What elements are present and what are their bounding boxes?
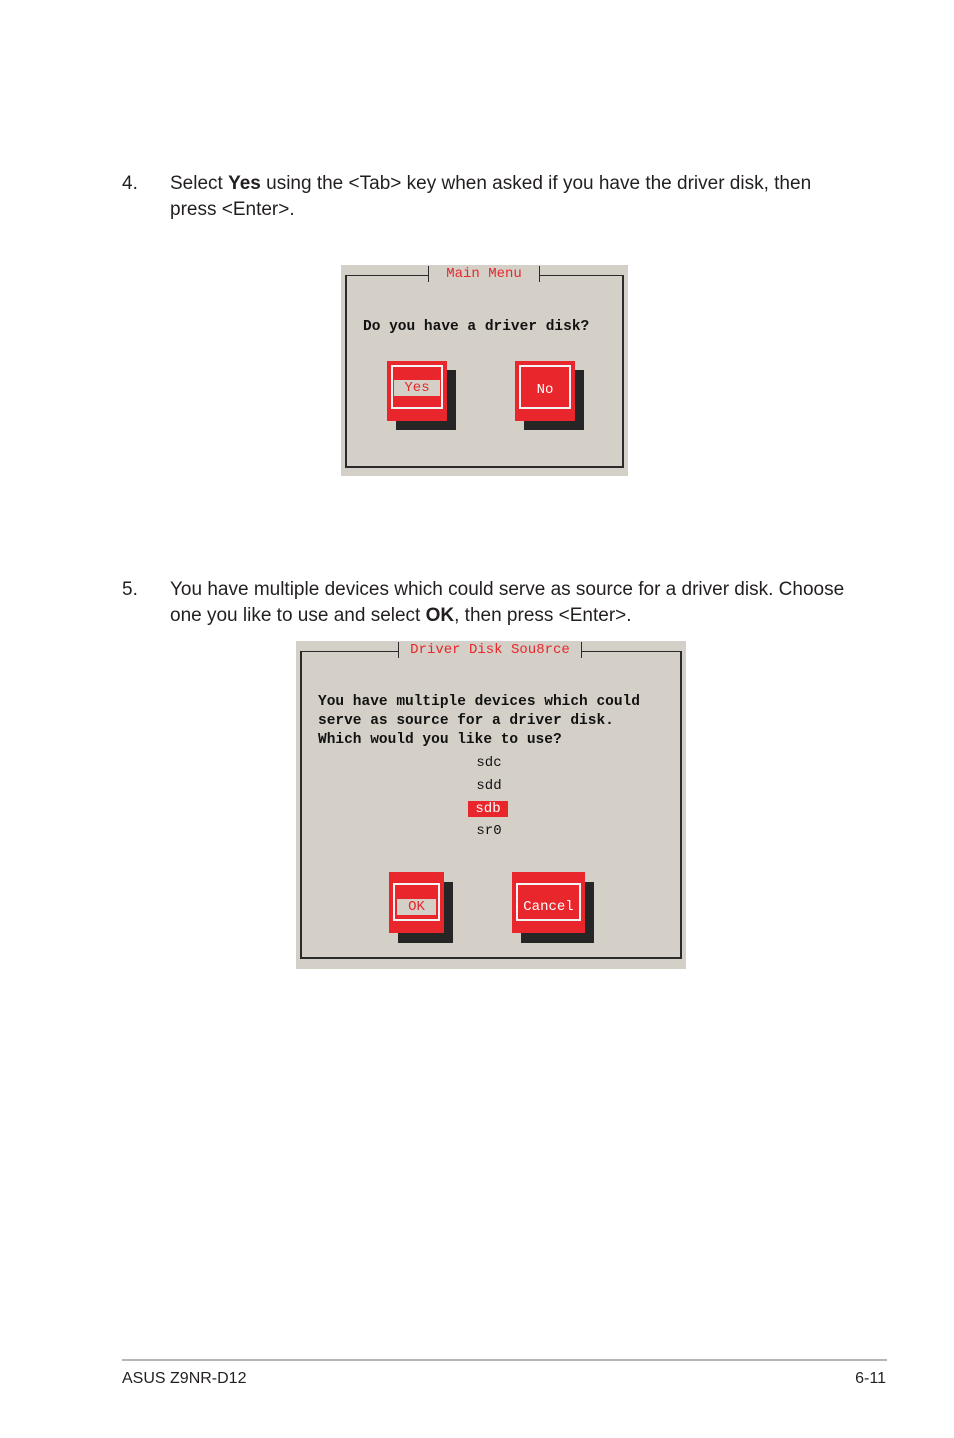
cancel-button[interactable]	[512, 872, 585, 933]
step-text-after: using the <Tab> key when asked if you have the driver disk, then press <Enter>.	[170, 173, 812, 220]
yes-button-label: Yes	[394, 380, 440, 396]
cancel-button-label: Cancel	[523, 899, 574, 915]
step-text-bold: OK	[425, 605, 455, 626]
step-text	[170, 577, 850, 629]
step-text-before: Select	[170, 173, 229, 194]
device-list-item-selected[interactable]: sdb	[468, 801, 508, 817]
dialog-title: Main Menu	[428, 266, 540, 282]
main-menu-dialog	[341, 265, 628, 476]
dialog-question: Do you have a driver disk?	[363, 319, 590, 335]
dialog-message-line-1: You have multiple devices which could	[318, 694, 640, 710]
ok-button[interactable]	[389, 872, 444, 933]
driver-disk-source-dialog	[296, 641, 686, 969]
no-button[interactable]	[515, 361, 575, 421]
dialog-message-line-2: serve as source for a driver disk.	[318, 713, 614, 729]
step-text-before: You have multiple devices which could serve as source for a driver disk. Choose one you like to use and select	[170, 579, 845, 626]
device-list-item[interactable]: sdd	[476, 778, 502, 794]
dialog-message-line-3: Which would you like to use?	[318, 732, 562, 748]
step-text	[170, 171, 850, 223]
device-list-item[interactable]: sr0	[476, 823, 502, 839]
step-text-after: , then press <Enter>.	[454, 605, 632, 626]
dialog-title: Driver Disk Sou8rce	[398, 642, 582, 658]
footer-product: ASUS Z9NR-D12	[122, 1370, 247, 1387]
step-text-bold: Yes	[228, 173, 261, 194]
no-button-label: No	[536, 382, 554, 398]
yes-button[interactable]	[387, 361, 447, 421]
footer-page-number: 6-11	[855, 1370, 886, 1387]
ok-button-label: OK	[397, 899, 436, 915]
footer-divider	[122, 1359, 887, 1361]
device-list-item[interactable]: sdc	[476, 755, 502, 771]
step-number: 5.	[122, 579, 138, 600]
step-number: 4.	[122, 173, 138, 194]
